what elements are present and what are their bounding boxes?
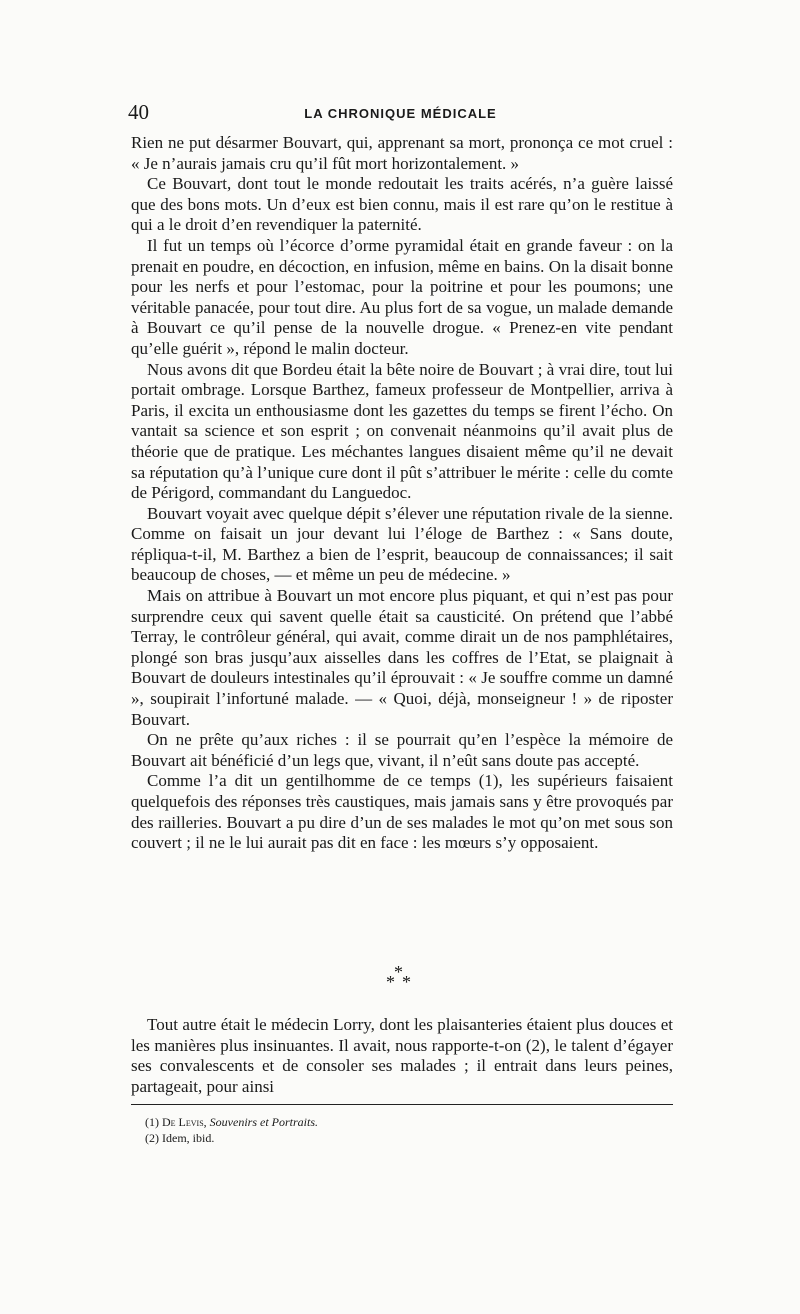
page-header bbox=[128, 100, 673, 130]
footnote bbox=[145, 1130, 665, 1146]
paragraph: Ce Bouvart, dont tout le monde redoutait les traits acérés, n’a guère laissé que des bons mots. Un d’eux est bien connu, mais il est rare qu’on le restitue à qui a le droit d’en revendiquer la paternité. bbox=[131, 174, 673, 235]
paragraph: Tout autre était le médecin Lorry, dont les plaisanteries étaient plus douces et les manières plus insinuantes. Il avait, nous rapporte-t-on (2), le talent d’égayer ses convalescents et de consoler ses malades ; il entrait dans leurs peines, partageait, pour ainsi bbox=[131, 1015, 673, 1096]
paragraph: Il fut un temps où l’écorce d’orme pyramidal était en grande faveur : on la prenait en poudre, en décoction, en infusion, même en bains. On la disait bonne pour les nerfs et pour l’estomac, pour la poitrine et pour les poumons; une véritable panacée, pour tout dire. Au plus fort de sa vogue, un malade demande à Bouvart ce qu’il pense de la nouvelle drogue. « Prenez-en vite pendant qu’elle guérit », répond le malin docteur. bbox=[131, 235, 673, 358]
asterism-star: * bbox=[402, 972, 411, 992]
footnote bbox=[145, 1114, 665, 1130]
asterism-star: * bbox=[394, 962, 403, 982]
footnote-title: Souvenirs et Portraits. bbox=[209, 1115, 318, 1129]
paragraph: Bouvart voyait avec quelque dépit s’élever une réputation rivale de la sienne. Comme on faisait un jour devant lui l’éloge de Barthez : « Sans doute, répliqua-t-il, M. Barthez a bien de l’esprit, beaucoup de connaissances; il sait beaucoup de choses, — et même un peu de médecine. » bbox=[131, 503, 673, 585]
footnote-author: De Levis, bbox=[162, 1115, 207, 1129]
paragraph: Nous avons dit que Bordeu était la bête noire de Bouvart ; à vrai dire, tout lui portait ombrage. Lorsque Barthez, fameux professeur de Montpellier, arriva à Paris, il excita un enthousiasme dont les gazettes du temps se firent l’écho. On vantait sa science et son esprit ; on convenait néanmoins qu’il avait plus de théorie que de pratique. Les méchantes langues disaient même qu’il ne devait sa réputation qu’à l’unique cure dont il pût s’attribuer le mérite : celle du comte de Périgord, commandant du Languedoc. bbox=[131, 359, 673, 503]
page-number: 40 bbox=[128, 100, 149, 124]
section-separator bbox=[380, 962, 420, 992]
paragraph: Rien ne put désarmer Bouvart, qui, apprenant sa mort, prononça ce mot cruel : « Je n’aurais jamais cru qu’il fût mort horizontalement. » bbox=[131, 133, 673, 173]
body-text-continued bbox=[131, 1015, 673, 1097]
paragraph: Mais on attribue à Bouvart un mot encore plus piquant, et qui n’est pas pour surprendre ceux qui savent quelle était sa causticité. On prétend que l’abbé Terray, le contrôleur général, qui avait, comme dirait un de nos pamphlétaires, plongé son bras jusqu’aux aisselles dans les coffres de l’Etat, se plaignait à Bouvart de douleurs intestinales qu’il éprouvait : « Je souffre comme un damné », soupirait l’infortuné malade. — « Quoi, déjà, monseigneur ! » de riposter Bouvart. bbox=[131, 586, 673, 729]
asterism-star: * bbox=[386, 972, 395, 992]
footnote-mark: (1) bbox=[145, 1115, 159, 1129]
paragraph: On ne prête qu’aux riches : il se pourrait qu’en l’espèce la mémoire de Bouvart ait bénéficié d’un legs que, vivant, il n’eût sans doute pas accepté. bbox=[131, 730, 673, 770]
footnote-divider bbox=[131, 1104, 673, 1105]
footnotes bbox=[145, 1114, 665, 1146]
paragraph: Comme l’a dit un gentilhomme de ce temps (1), les supérieurs faisaient quelquefois des réponses très caustiques, mais jamais sans y être provoqués par des railleries. Bouvart a pu dire d’un de ses malades le mot qu’on met sous son couvert ; il ne le lui aurait pas dit en face : les mœurs s’y opposaient. bbox=[131, 771, 673, 853]
running-title: LA CHRONIQUE MÉDICALE bbox=[304, 106, 497, 121]
footnote-mark: (2) bbox=[145, 1131, 159, 1145]
body-text bbox=[131, 133, 673, 854]
footnote-text: Idem, ibid. bbox=[162, 1131, 215, 1145]
